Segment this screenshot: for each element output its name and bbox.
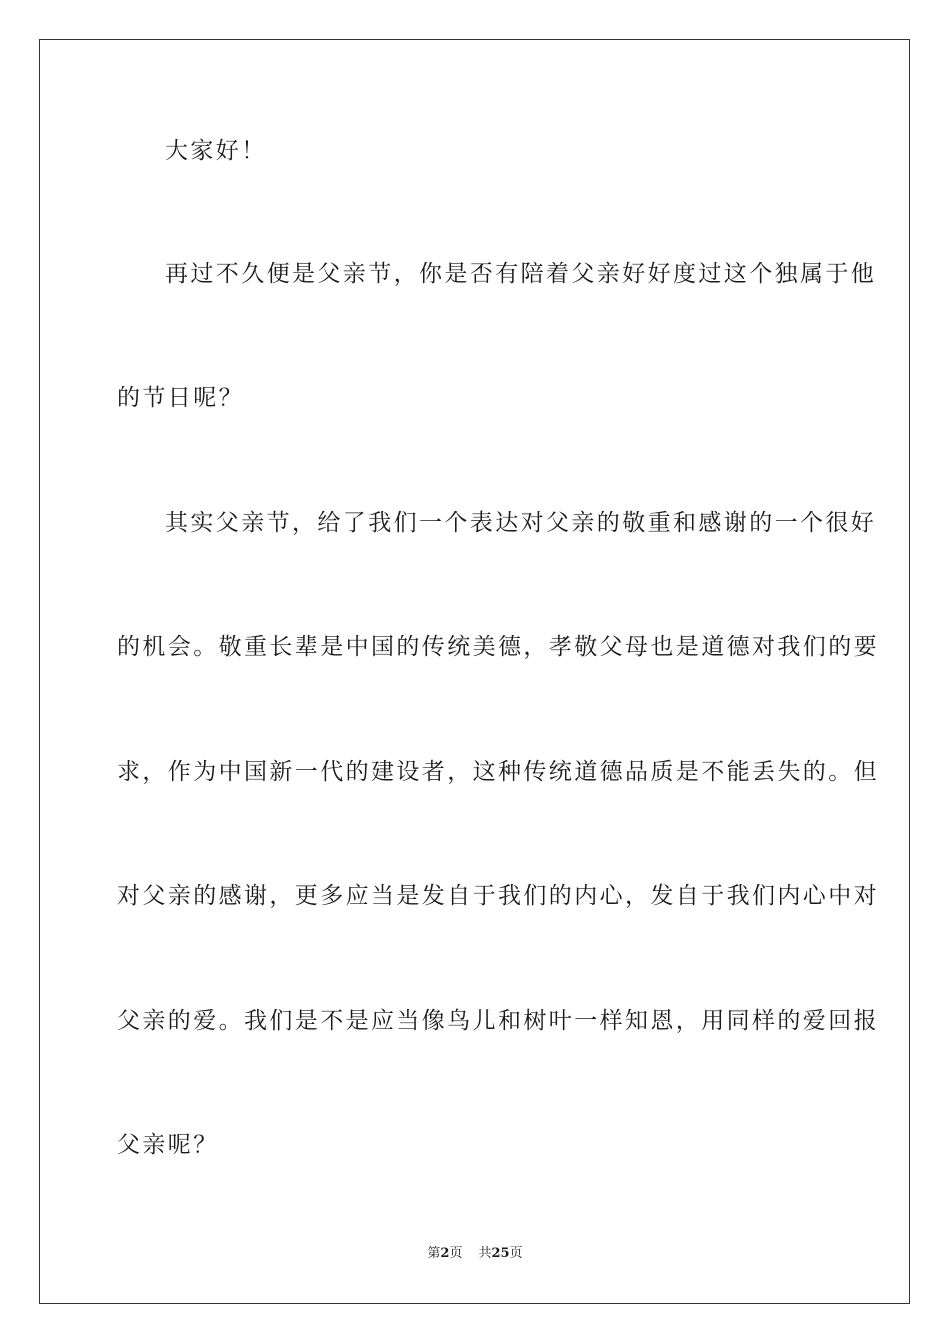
paragraph-2-line-6: 父亲呢？ — [117, 1132, 219, 1158]
greeting-line: 大家好！ — [165, 138, 267, 164]
paragraph-2-line-4: 对父亲的感谢，更多应当是发自于我们的内心，发自于我们内心中对 — [117, 883, 879, 909]
page-footer — [0, 1244, 950, 1264]
page-border — [39, 39, 910, 1304]
paragraph-2-line-1: 其实父亲节，给了我们一个表达对父亲的敬重和感谢的一个很好 — [165, 510, 877, 536]
page-prefix: 第 — [427, 1246, 441, 1261]
page-suffix: 页 — [449, 1246, 463, 1261]
total-pages: 25 — [491, 1246, 510, 1261]
paragraph-1-line-1: 再过不久便是父亲节，你是否有陪着父亲好好度过这个独属于他 — [165, 261, 877, 287]
paragraph-2-line-3: 求，作为中国新一代的建设者，这种传统道德品质是不能丢失的。但 — [117, 759, 879, 785]
page-number: 2 — [440, 1246, 450, 1261]
paragraph-2-line-5: 父亲的爱。我们是不是应当像鸟儿和树叶一样知恩，用同样的爱回报 — [117, 1008, 879, 1034]
total-suffix: 页 — [509, 1246, 523, 1261]
total-prefix: 共 — [478, 1246, 492, 1261]
paragraph-2-line-2: 的机会。敬重长辈是中国的传统美德，孝敬父母也是道德对我们的要 — [117, 634, 879, 660]
paragraph-1-line-2: 的节日呢？ — [117, 385, 244, 411]
